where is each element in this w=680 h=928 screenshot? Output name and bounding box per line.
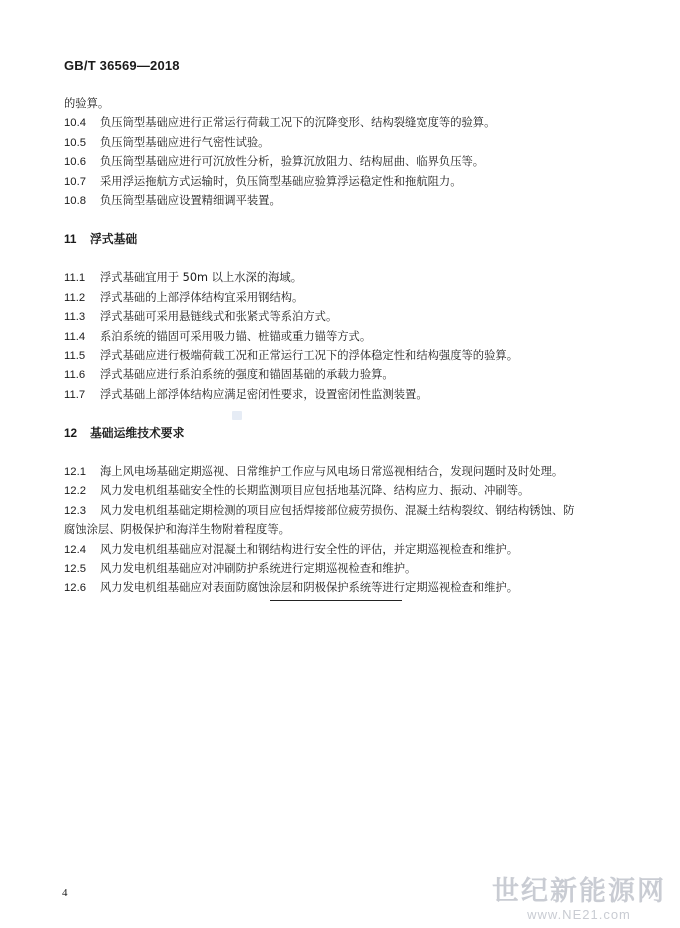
clause-line [64, 520, 624, 539]
clause-number: 11.7 [64, 388, 86, 401]
clause-line [64, 288, 624, 307]
clause-text: 风力发电机组基础应对冲刷防护系统进行定期巡视检查和维护。 [100, 562, 417, 576]
clause-text: 采用浮运拖航方式运输时，负压筒型基础应验算浮运稳定性和拖航阻力。 [100, 174, 462, 188]
clause-number: 10.5 [64, 136, 86, 149]
section-heading-12 [64, 423, 624, 443]
section-title: 浮式基础 [90, 232, 138, 247]
clause-line [64, 578, 624, 597]
clause-text: 负压筒型基础应进行可沉放性分析，验算沉放阻力、结构屈曲、临界负压等。 [100, 155, 485, 169]
clause-list-11 [64, 268, 624, 404]
clause-line [64, 501, 624, 520]
clause-number: 12.5 [64, 563, 86, 576]
clause-number: 12.2 [64, 485, 86, 498]
clause-text: 浮式基础上部浮体结构应满足密闭性要求，设置密闭性监测装置。 [100, 387, 428, 401]
clause-text: 风力发电机组基础定期检测的项目应包括焊接部位疲劳损伤、混凝土结构裂纹、钢结构锈蚀、防 [100, 503, 575, 517]
clause-number: 12.3 [64, 504, 86, 517]
clause-text: 风力发电机组基础安全性的长期监测项目应包括地基沉降、结构应力、振动、冲刷等。 [100, 484, 530, 498]
clause-list-10 [64, 94, 624, 210]
clause-line [64, 462, 624, 481]
clause-text: 浮式基础应进行系泊系统的强度和锚固基础的承载力验算。 [100, 368, 394, 382]
clause-number: 10.6 [64, 156, 86, 169]
clause-text: 风力发电机组基础应对表面防腐蚀涂层和阴极保护系统等进行定期巡视检查和维护。 [100, 581, 518, 595]
clause-line [64, 559, 624, 578]
document-body [64, 94, 624, 598]
clause-number: 10.7 [64, 175, 86, 188]
clause-text: 海上风电场基础定期巡视、日常维护工作应与风电场日常巡视相结合，发现问题时及时处理。 [100, 465, 564, 479]
clause-number: 11.3 [64, 311, 86, 324]
clause-number: 12.4 [64, 543, 86, 556]
clause-text: 浮式基础应进行极端荷载工况和正常运行工况下的浮体稳定性和结构强度等的验算。 [100, 348, 518, 362]
section-number: 11 [64, 232, 77, 247]
clause-text: 浮式基础的上部浮体结构宜采用钢结构。 [100, 290, 304, 304]
clause-number: 11.5 [64, 349, 86, 362]
watermark-name: 世纪新能源网 [492, 876, 666, 907]
clause-number: 11.1 [64, 272, 86, 285]
clause-line [64, 365, 624, 384]
clause-text: 风力发电机组基础应对混凝土和钢结构进行安全性的评估，并定期巡视检查和维护。 [100, 542, 518, 556]
clause-text: 负压筒型基础应设置精细调平装置。 [100, 193, 281, 207]
clause-number: 10.4 [64, 117, 86, 130]
clause-number: 11.6 [64, 369, 86, 382]
clause-text: 负压筒型基础应进行气密性试验。 [100, 135, 270, 149]
clause-list-12 [64, 462, 624, 598]
section-heading-11 [64, 229, 624, 249]
clause-line [64, 481, 624, 500]
clause-text: 系泊系统的锚固可采用吸力锚、桩锚或重力锚等方式。 [100, 329, 372, 343]
clause-text: 的验算。 [64, 97, 110, 110]
clause-number: 11.2 [64, 291, 86, 304]
standard-code: GB/T 36569—2018 [64, 58, 180, 73]
clause-line [64, 268, 624, 287]
end-rule [270, 600, 402, 601]
watermark-url: www.NE21.com [527, 907, 631, 922]
clause-line [64, 133, 624, 152]
clause-line [64, 327, 624, 346]
clause-line [64, 94, 624, 113]
clause-line [64, 540, 624, 559]
clause-text: 浮式基础可采用悬链线式和张紧式等系泊方式。 [100, 310, 338, 324]
clause-text: 负压筒型基础应进行正常运行荷载工况下的沉降变形、结构裂缝宽度等的验算。 [100, 116, 496, 130]
clause-line [64, 152, 624, 171]
watermark [492, 877, 666, 922]
clause-line [64, 385, 624, 404]
clause-number: 10.8 [64, 194, 86, 207]
clause-number: 12.1 [64, 466, 86, 479]
clause-text: 腐蚀涂层、阴极保护和海洋生物附着程度等。 [64, 523, 290, 537]
page-number: 4 [62, 887, 68, 899]
clause-line [64, 346, 624, 365]
clause-line [64, 113, 624, 132]
clause-number: 11.4 [64, 330, 86, 343]
clause-line [64, 191, 624, 210]
section-number: 12 [64, 426, 78, 441]
section-title: 基础运维技术要求 [90, 426, 185, 441]
scan-artifact-mark [232, 411, 242, 420]
clause-line [64, 172, 624, 191]
clause-number: 12.6 [64, 582, 86, 595]
clause-text: 浮式基础宜用于 50m 以上水深的海域。 [100, 271, 303, 285]
clause-line [64, 307, 624, 326]
